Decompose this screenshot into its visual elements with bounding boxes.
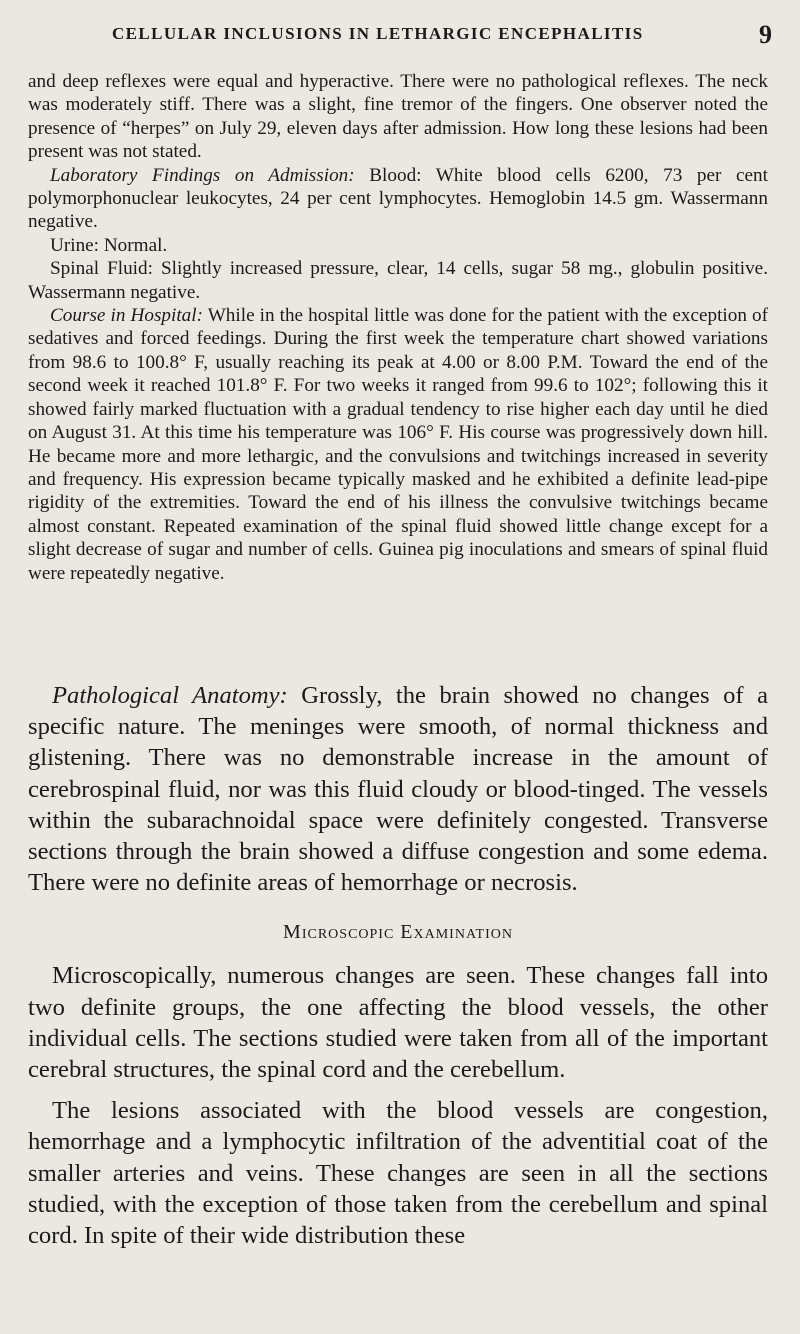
- page-header: [112, 22, 772, 50]
- paragraph-spinal-fluid: Spinal Fluid: Slightly increased pressure, clear, 14 cells, sugar 58 mg., globulin positive. Wassermann negative.: [28, 258, 768, 303]
- paragraph-vascular-lesions: The lesions associated with the blood vessels are congestion, hemorrhage and a lymphocytic infiltration of the adventitial coat of the smaller arteries and veins. These changes are seen in all the sections studied, with the exception of those taken from the cerebellum and spinal cord. In spite of their wide distribution these: [28, 1097, 768, 1250]
- section-heading-microscopic-examination: Microscopic Examination: [283, 921, 513, 944]
- course-in-hospital-text: While in the hospital little was done for the patient with the exception of sedatives and forced feedings. During the first week the temperature chart showed variations from 98.6 to 100.8° F, usually reaching its peak at 4.00 or 8.00 P.M. Toward the end of the second week it reached 101.8° F. For two weeks it ranged from 99.6 to 102°; following this it showed fairly marked fluctuation with a gradual tendency to rise higher each day until he died on August 31. At this time his temperature was 106° F. His course was progressively down hill. He became more and more lethargic, and the convulsions and twitchings increased in severity and frequency. His expression became typically masked and he exhibited a definite lead-pipe rigidity of the extremities. Toward the end of his illness the convulsive twitchings became almost constant. Repeated examination of the spinal fluid showed little change except for a slight decrease of sugar and number of cells. Guinea pig inoculations and smears of spinal fluid were repeatedly negative.: [28, 305, 768, 584]
- paragraph-pathological-anatomy: [28, 680, 768, 898]
- pathological-anatomy-label: Pathological Anatomy:: [52, 682, 288, 709]
- pathological-anatomy-text: Grossly, the brain showed no changes of a specific nature. The meninges were smooth, of normal thickness and glistening. There was no demonstrable increase in the amount of cerebrospinal fluid, nor was this fluid cloudy or blood-tinged. The vessels within the subarachnoidal space were definitely congested. Transverse sections through the brain showed a diffuse congestion and some edema. There were no definite areas of hemorrhage or necrosis.: [28, 682, 769, 897]
- paragraph-gap: [28, 1085, 768, 1095]
- running-title: CELLULAR INCLUSIONS IN LETHARGIC ENCEPHALITIS: [112, 24, 644, 43]
- paragraph-urine: Urine: Normal.: [50, 234, 168, 256]
- pathology-block: [28, 680, 768, 1251]
- case-history-block: [28, 70, 768, 585]
- course-in-hospital-label: Course in Hospital:: [50, 305, 203, 327]
- laboratory-findings-label: Laboratory Findings on Admission:: [50, 164, 355, 186]
- laboratory-findings-text: Blood: White blood cells 6200, 73 per cent polymorphonuclear leukocytes, 24 per cent lymphocytes. Hemoglobin 14.5 gm. Wassermann negative.: [28, 164, 768, 233]
- paragraph-microscopic-overview: Microscopically, numerous changes are seen. These changes fall into two definite groups, the one affecting the blood vessels, the other individual cells. The sections studied were taken from all of the important cerebral structures, the spinal cord and the cerebellum.: [28, 962, 768, 1084]
- paragraph-reflexes: and deep reflexes were equal and hyperactive. There were no pathological reflexes. The neck was moderately stiff. There was a slight, fine tremor of the fingers. One observer noted the presence of “herpes” on July 29, eleven days after admission. How long these lesions had been present was not stated.: [28, 71, 768, 163]
- page-number: 9: [759, 20, 772, 49]
- paragraph-laboratory-findings: [28, 164, 768, 234]
- paragraph-course-in-hospital: [28, 304, 768, 585]
